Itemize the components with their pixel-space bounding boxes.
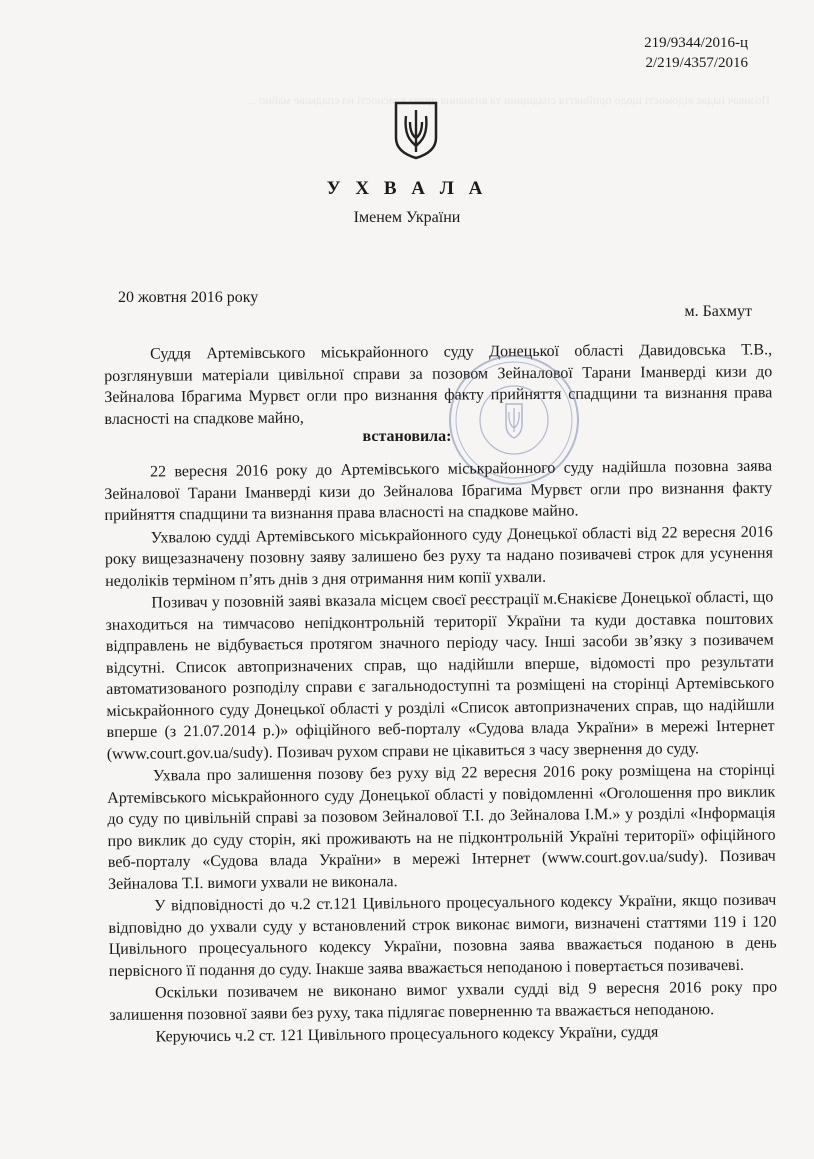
paragraph: Керуючись ч.2 ст. 121 Цивільного процесуального кодексу України, суддя	[155, 1023, 659, 1046]
section-heading: встановила:	[362, 428, 452, 445]
paragraph: Ухвалою судді Артемівського міськрайонного суду Донецької області від 22 вересня 2016 року вищезазначену позовну заяву залишено без руху та надано позивачеві строк для усунення недоліків терміном п’ять днів з дня отримання ним копії ухвали.	[104, 523, 773, 590]
coat-of-arms-icon	[392, 100, 440, 160]
intro-paragraph: Суддя Артемівського міськрайонного суду Донецької області Давидовська Т.В., розглянувши матеріали цивільної справи за позовом Зейналової Тарани Іманверді кизи до Зейналова Ібрагима Мурвєт огли про визнання факту прийняття спадщини та визнання права власності на спадкове майно,	[104, 341, 773, 428]
paragraph: У відповідності до ч.2 ст.121 Цивільного процесуального кодексу України, якщо позивач відповідно до ухвали суду у встановлений строк виконає вимоги, визначені статтями 119 і 120 Цивільного процесуального кодексу України, позовна заява вважається поданою в день первісного її подання до суду. Інакше заява вважається неподаною і повертається позивачеві.	[108, 891, 777, 980]
main-text	[104, 456, 778, 1050]
case-number-1: 219/9344/2016-ц	[644, 35, 748, 51]
document-subtitle: Іменем України	[353, 209, 461, 226]
show-through-text: Позивач надає відомості щодо прийняття спадщини та визнання права власності на спадкове майно ...	[247, 93, 770, 107]
paragraph: 22 вересня 2016 року до Артемівського міськрайонного суду надійшла позовна заява Зейналової Тарани Іманверді кизи до Зейналова Ібрагима Мурвєт огли про визнання факту прийняття спадщини та визнання права власності на спадкове майно.	[104, 457, 773, 524]
intro-paragraph-block	[104, 339, 773, 430]
paragraph: Оскільки позивачем не виконано вимог ухвали судді від 9 вересня 2016 року про залишення позовної заяви без руху, така підлягає поверненню та вважається неподаною.	[109, 978, 778, 1024]
document-date: 20 жовтня 2016 року	[118, 289, 259, 306]
paragraph: Ухвала про залишення позову без руху від 22 вересня 2016 року розміщена на сторінці Артемівського міськрайонного суду Донецької області у повідомленні «Оголошення про виклик до суду по цивільній справі за позовом Зейналової Т.І. до Зейналова І.М.» у розділі «Інформація про виклик до суду сторін, які проживають на не підконтрольній Україні території» офіційного веб-порталу «Судова влада України» в мережі Інтернет (www.court.gov.ua/sudy). Позивач Зейналова Т.І. вимоги ухвали не виконала.	[107, 761, 776, 893]
document-title: У Х В А Л А	[326, 178, 488, 199]
paragraph: Позивач у позовній заяві вказала місцем своєї реєстрації м.Єнакієве Донецької області, що знаходиться на тимчасово непідконтрольній території України та куди доставка поштових відправлень не відбувається протягом значного періоду часу. Інші засоби зв’язку з позивачем відсутні. Список автопризначених справ, що надійшли вперше, відомості про результати автоматизованого розподілу справи є загальнодоступні та розміщені на сторінці Артемівського міськрайонного суду Донецької області у розділі «Список автопризначених справ, що надійшли вперше (з 21.07.2014 р.)» офіційного веб-порталу «Судова влада України» в мережі Інтернет (www.court.gov.ua/sudy). Позивач рухом справи не цікавиться з часу звернення до суду.	[105, 588, 775, 763]
document-city: м. Бахмут	[684, 303, 752, 320]
case-number-2: 2/219/4357/2016	[645, 55, 748, 71]
case-numbers	[644, 33, 748, 73]
